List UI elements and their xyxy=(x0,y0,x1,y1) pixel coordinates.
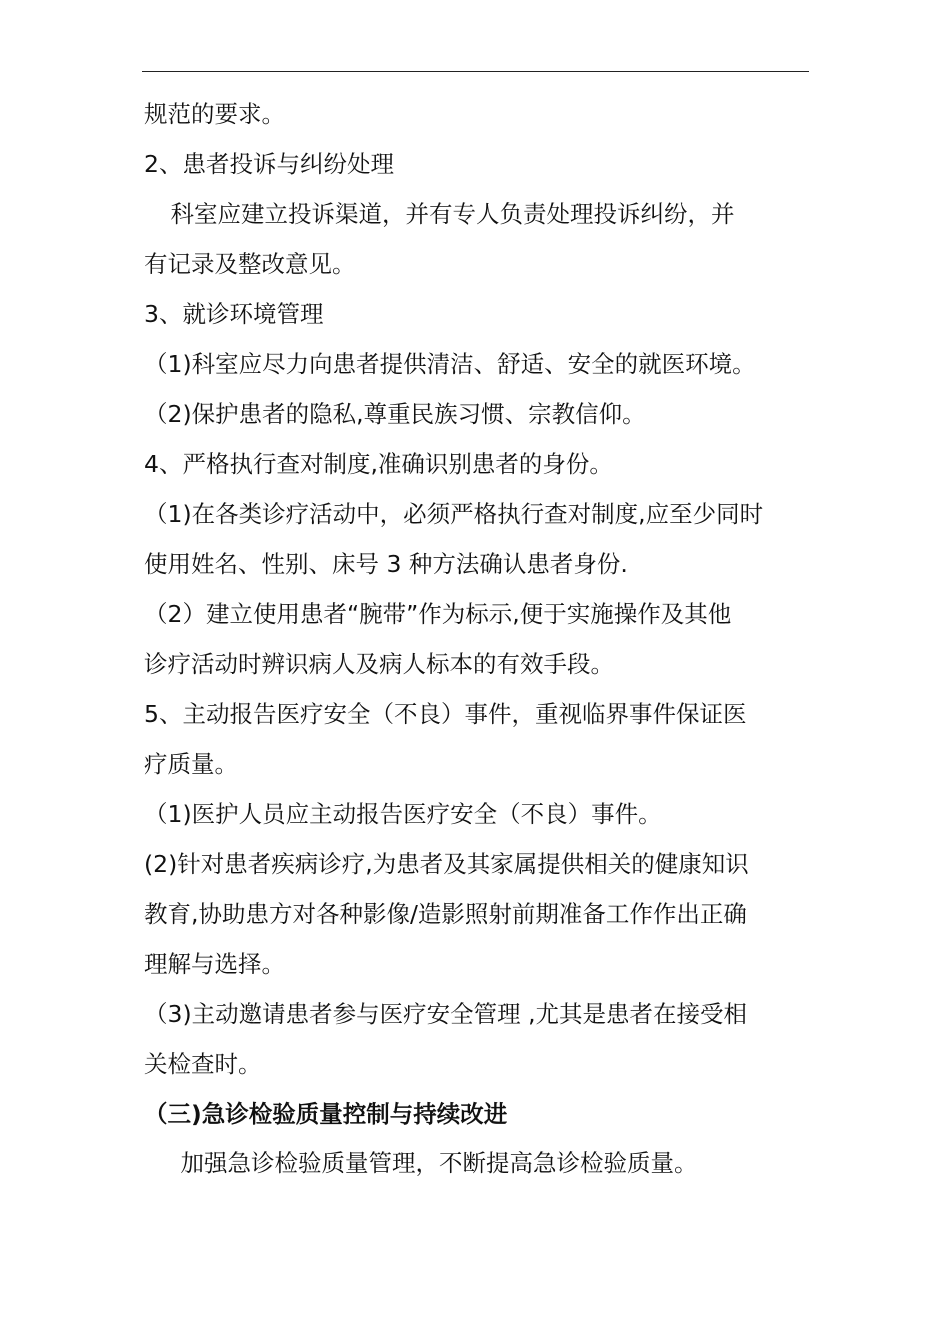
text-line: 疗质量。 xyxy=(144,750,238,778)
text-line: （1)医护人员应主动报告医疗安全（不良）事件。 xyxy=(144,800,662,828)
text-line: （2）建立使用患者“腕带”作为标示,便于实施操作及其他 xyxy=(144,600,732,628)
text-line: 使用姓名、性别、床号 3 种方法确认患者身份. xyxy=(144,550,628,578)
text-line: 科室应建立投诉渠道，并有专人负责处理投诉纠纷，并 xyxy=(147,200,735,228)
header-rule xyxy=(142,71,809,72)
section-heading-2: 2、患者投诉与纠纷处理 xyxy=(144,150,394,178)
text-line: 规范的要求。 xyxy=(144,100,285,128)
text-line: 诊疗活动时辨识病人及病人标本的有效手段。 xyxy=(144,650,614,678)
text-line: （2)保护患者的隐私,尊重民族习惯、宗教信仰。 xyxy=(144,400,646,428)
text-line: 加强急诊检验质量管理，不断提高急诊检验质量。 xyxy=(157,1149,698,1177)
text-line: (2)针对患者疾病诊疗,为患者及其家属提供相关的健康知识 xyxy=(144,850,749,878)
section-heading-4: 4、严格执行查对制度,准确识别患者的身份。 xyxy=(144,450,613,478)
text-line: 理解与选择。 xyxy=(144,950,285,978)
section-heading-3: 3、就诊环境管理 xyxy=(144,300,324,328)
text-line: 关检查时。 xyxy=(144,1050,262,1078)
text-line: （1)科室应尽力向患者提供清洁、舒适、安全的就医环境。 xyxy=(144,350,756,378)
text-line: 教育,协助患方对各种影像/造影照射前期准备工作作出正确 xyxy=(144,900,747,928)
section-heading-5: 5、主动报告医疗安全（不良）事件，重视临界事件保证医 xyxy=(144,700,747,728)
text-line: 有记录及整改意见。 xyxy=(144,250,356,278)
section-heading-bold: （三)急诊检验质量控制与持续改进 xyxy=(144,1100,508,1128)
text-line: （3)主动邀请患者参与医疗安全管理 ,尤其是患者在接受相 xyxy=(144,1000,748,1028)
text-line: （1)在各类诊疗活动中，必须严格执行查对制度,应至少同时 xyxy=(144,500,764,528)
